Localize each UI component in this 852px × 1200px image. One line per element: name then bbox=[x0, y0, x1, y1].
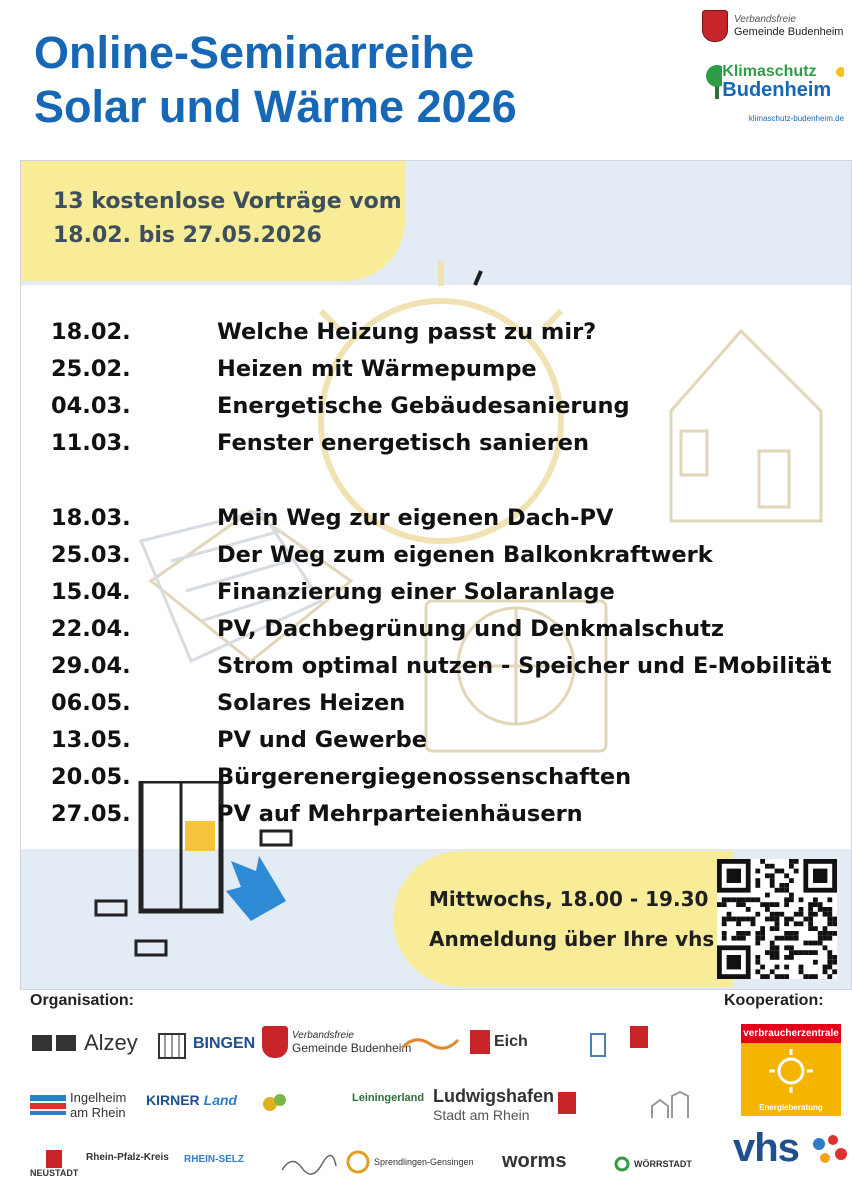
energy-sun-icon bbox=[741, 1043, 841, 1099]
klima-word: Klimaschutz bbox=[722, 63, 817, 80]
klima-url: klimaschutz-budenheim.de bbox=[748, 114, 844, 123]
info-time: Mittwochs, 18.00 - 19.30 bbox=[429, 887, 709, 911]
schedule-row bbox=[51, 387, 831, 424]
logo-eich: Eich bbox=[470, 1030, 528, 1054]
seminar-topic: Solares Heizen bbox=[217, 689, 406, 716]
info-registration: Anmeldung über Ihre vhs bbox=[429, 927, 715, 951]
grapes-icon bbox=[260, 1090, 340, 1118]
page-title bbox=[34, 26, 517, 134]
logo-neustadt: NEUSTADT bbox=[30, 1150, 78, 1178]
intro-line-1: 13 kostenlose Vorträge vom bbox=[53, 189, 402, 214]
coat-of-arms-icon bbox=[702, 10, 728, 42]
vhs-dots-icon bbox=[809, 1132, 849, 1168]
logo-sprendlingen: Sprendlingen-Gensingen bbox=[346, 1150, 474, 1174]
logo-ludwigshafen: Ludwigshafen Stadt am Rhein bbox=[433, 1086, 554, 1123]
mainz-shield-icon bbox=[558, 1092, 576, 1114]
budenheim-shield-icon bbox=[262, 1026, 288, 1058]
logo-langenlonsheim bbox=[260, 1090, 340, 1118]
woerrstadt-swirl-icon bbox=[614, 1156, 630, 1172]
logo-rhein-pfalz-kreis: Rhein-Pfalz-Kreis bbox=[86, 1152, 169, 1163]
seminar-topic: Finanzierung einer Solaranlage bbox=[217, 578, 615, 605]
program-panel bbox=[20, 160, 852, 990]
logo-rheinhessen bbox=[400, 1030, 460, 1056]
seminar-topic: PV, Dachbegrünung und Denkmalschutz bbox=[217, 615, 725, 642]
qr-code[interactable] bbox=[717, 859, 837, 979]
frankenthal-tower-icon bbox=[585, 1026, 611, 1058]
logo-woerrstadt: WÖRRSTADT bbox=[614, 1156, 692, 1172]
seminar-topic: PV und Gewerbe bbox=[217, 726, 427, 753]
seminar-date: 29.04. bbox=[51, 652, 131, 679]
seminar-date: 27.05. bbox=[51, 800, 131, 827]
sprendlingen-circle-icon bbox=[346, 1150, 370, 1174]
sponsor-logos bbox=[702, 10, 844, 123]
kooperation-label: Kooperation: bbox=[724, 992, 824, 1009]
tree-icon bbox=[702, 63, 722, 99]
handwritten-logo-icon bbox=[278, 1150, 338, 1178]
klimaschutz-logo bbox=[702, 62, 844, 100]
seminar-date: 11.03. bbox=[51, 429, 131, 456]
seminar-date: 25.02. bbox=[51, 355, 131, 382]
seminar-date: 13.05. bbox=[51, 726, 131, 753]
schedule-row bbox=[51, 721, 831, 758]
gemeinde-name: Gemeinde Budenheim bbox=[734, 26, 844, 38]
eich-shield-icon bbox=[470, 1030, 490, 1054]
logo-ingelheim: Ingelheim am Rhein bbox=[30, 1090, 126, 1120]
alzey-emblem-icon bbox=[30, 1031, 80, 1055]
klima-town: Budenheim bbox=[722, 79, 832, 101]
wave-logo-icon bbox=[400, 1030, 460, 1056]
seminar-date: 04.03. bbox=[51, 392, 131, 419]
logo-frankenthal bbox=[585, 1026, 611, 1058]
logo-signature bbox=[278, 1150, 338, 1178]
seminar-topic: Bürgerenergiegenossenschaften bbox=[217, 763, 632, 790]
seminar-topic: PV auf Mehrparteienhäusern bbox=[217, 800, 583, 827]
town-silhouette-icon bbox=[650, 1090, 696, 1120]
budenheim-logo bbox=[702, 10, 844, 42]
seminar-date: 18.03. bbox=[51, 504, 131, 531]
intro-text bbox=[53, 185, 402, 253]
seminar-topic: Welche Heizung passt zu mir? bbox=[217, 318, 597, 345]
intro-line-2: 18.02. bis 27.05.2026 bbox=[53, 223, 322, 248]
schedule-row bbox=[51, 684, 831, 721]
logo-town-silhouette bbox=[650, 1090, 696, 1120]
seminar-date: 20.05. bbox=[51, 763, 131, 790]
schedule-row bbox=[51, 424, 831, 461]
seminar-topic: Heizen mit Wärmepumpe bbox=[217, 355, 537, 382]
ingelheim-waves-icon bbox=[30, 1093, 66, 1117]
sun-icon bbox=[833, 64, 844, 80]
schedule-row bbox=[51, 795, 831, 832]
seminar-topic: Energetische Gebäudesanierung bbox=[217, 392, 630, 419]
logo-alzey: Alzey bbox=[30, 1030, 138, 1056]
gau-algesheim-shield-icon bbox=[630, 1026, 648, 1048]
bingen-castle-icon bbox=[155, 1026, 189, 1062]
schedule-row bbox=[51, 610, 831, 647]
seminar-date: 18.02. bbox=[51, 318, 131, 345]
schedule-row bbox=[51, 758, 831, 795]
gemeinde-small: Verbandsfreie bbox=[734, 14, 796, 25]
seminar-topic: Mein Weg zur eigenen Dach-PV bbox=[217, 504, 614, 531]
seminar-schedule bbox=[51, 313, 831, 832]
logo-budenheim: Verbandsfreie Gemeinde Budenheim bbox=[262, 1026, 411, 1058]
schedule-row bbox=[51, 499, 831, 536]
logo-bingen: BINGEN bbox=[155, 1026, 255, 1062]
logo-leiningerland: Leiningerland bbox=[352, 1092, 425, 1104]
info-text bbox=[429, 879, 714, 959]
schedule-row bbox=[51, 350, 831, 387]
seminar-date: 25.03. bbox=[51, 541, 131, 568]
title-line-1: Online-Seminarreihe bbox=[34, 27, 475, 78]
seminar-topic: Strom optimal nutzen - Speicher und E-Mobilität bbox=[217, 652, 832, 679]
logo-worms: worms bbox=[502, 1150, 567, 1172]
seminar-date: 22.04. bbox=[51, 615, 131, 642]
logo-rhein-selz: RHEIN-SELZ bbox=[184, 1154, 244, 1165]
schedule-row bbox=[51, 573, 831, 610]
schedule-row bbox=[51, 313, 831, 350]
logo-kirner-land: KIRNER Land bbox=[146, 1092, 238, 1108]
seminar-topic: Der Weg zum eigenen Balkonkraftwerk bbox=[217, 541, 713, 568]
neustadt-shield-icon bbox=[46, 1150, 62, 1168]
seminar-date: 06.05. bbox=[51, 689, 131, 716]
schedule-row bbox=[51, 536, 831, 573]
seminar-topic: Fenster energetisch sanieren bbox=[217, 429, 590, 456]
seminar-date: 15.04. bbox=[51, 578, 131, 605]
logo-gau-algesheim bbox=[630, 1026, 648, 1048]
schedule-row bbox=[51, 647, 831, 684]
organisation-label: Organisation: bbox=[30, 992, 135, 1009]
logo-mainz bbox=[558, 1092, 576, 1114]
logo-vhs: vhs bbox=[733, 1126, 849, 1171]
title-line-2: Solar und Wärme 2026 bbox=[34, 81, 517, 132]
logo-verbraucherzentrale: verbraucherzentrale Energieberatung bbox=[741, 1024, 841, 1116]
